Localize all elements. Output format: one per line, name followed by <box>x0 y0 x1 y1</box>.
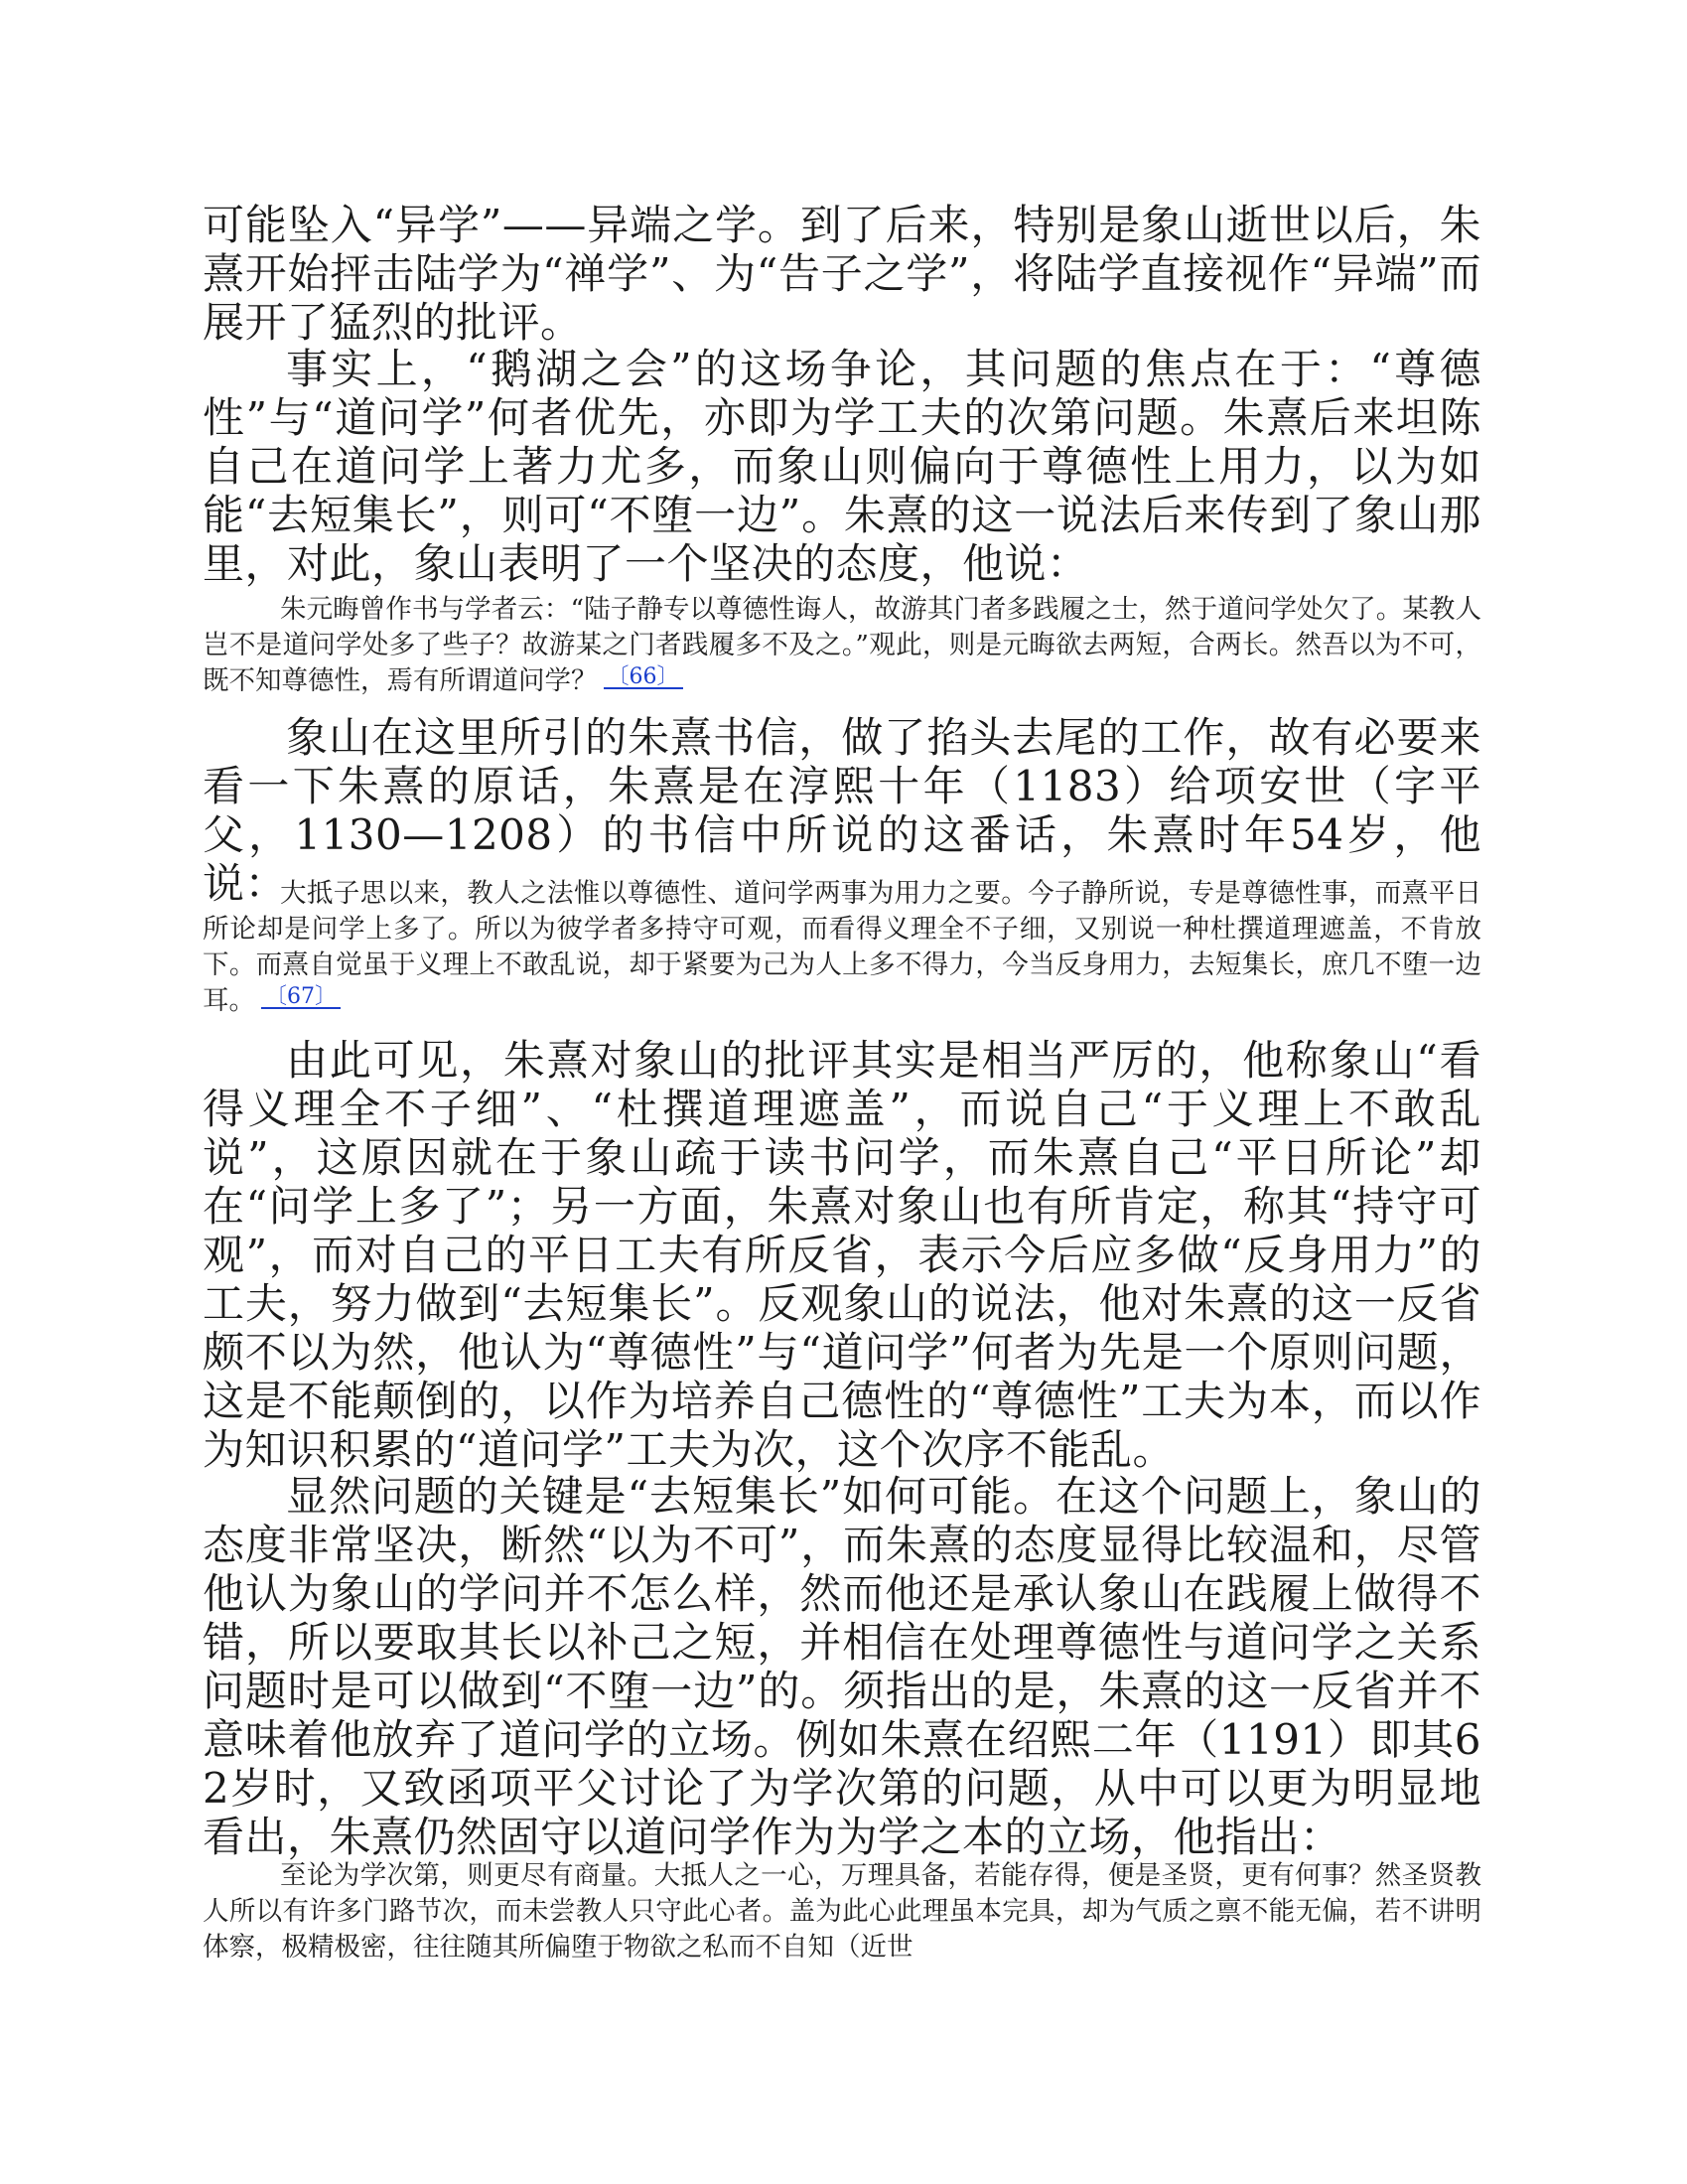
body-paragraph-5: 显然问题的关键是“去短集长”如何可能。在这个问题上，象山的态度非常坚决，断然“以为不可”，而朱熹的态度显得比较温和，尽管他认为象山的学问并不怎么样，然而他还是承认象山在践履上做得不错，所以要取其长以补己之短，并相信在处理尊德性与道问学之关系问题时是可以做到“不堕一边”的。须指出的是，朱熹的这一反省并不意味着他放弃了道问学的立场。例如朱熹在绍熙二年（1191）即其62岁时，又致函项平父讨论了为学次第的问题，从中可以更为明显地看出，朱熹仍然固守以道问学作为为学之本的立场，他指出： <box>203 1472 1481 1861</box>
body-paragraph-1: 可能坠入“异学”——异端之学。到了后来，特别是象山逝世以后，朱熹开始抨击陆学为“禅学”、为“告子之学”，将陆学直接视作“异端”而展开了猛烈的批评。 <box>203 201 1481 347</box>
block-quote-3: 至论为学次第，则更尽有商量。大抵人之一心，万理具备，若能存得，便是圣贤，更有何事？然圣贤教人所以有许多门路节次，而未尝教人只守此心者。盖为此心此理虽本完具，却为气质之禀不能无偏，若不讲明体察，极精极密，往往随其所偏堕于物欲之私而不自知（近世 <box>203 1860 1481 1963</box>
block-quote-1-text: 朱元晦曾作书与学者云：“陆子静专以尊德性诲人，故游其门者多践履之士，然于道问学处欠了。某教人岂不是道问学处多了些子？故游某之门者践履多不及之。”观此，则是元晦欲去两短，合两长。然吾以为不可，既不知尊德性，焉有所谓道问学？ <box>203 594 1481 696</box>
block-quote-2 <box>203 876 1481 1019</box>
body-paragraph-2: 事实上，“鹅湖之会”的这场争论，其问题的焦点在于：“尊德性”与“道问学”何者优先，亦即为学工夫的次第问题。朱熹后来坦陈自己在道问学上著力尤多，而象山则偏向于尊德性上用力，以为如能“去短集长”，则可“不堕一边”。朱熹的这一说法后来传到了象山那里，对此，象山表明了一个坚决的态度，他说： <box>203 345 1481 588</box>
body-paragraph-3: 象山在这里所引的朱熹书信，做了掐头去尾的工作，故有必要来看一下朱熹的原话，朱熹是在淳熙十年（1183）给项安世（字平父，1130—1208）的书信中所说的这番话，朱熹时年54岁，他说： <box>203 713 1481 908</box>
block-quote-1 <box>203 592 1481 699</box>
footnote-link-66[interactable]: 〔66〕 <box>604 667 683 689</box>
footnote-link-67[interactable]: 〔67〕 <box>261 987 341 1009</box>
body-paragraph-4: 由此可见，朱熹对象山的批评其实是相当严厉的，他称象山“看得义理全不子细”、“杜撰道理遮盖”，而说自己“于义理上不敢乱说”，这原因就在于象山疏于读书问学，而朱熹自己“平日所论”却在“问学上多了”；另一方面，朱熹对象山也有所肯定，称其“持守可观”，而对自己的平日工夫有所反省，表示今后应多做“反身用力”的工夫，努力做到“去短集长”。反观象山的说法，他对朱熹的这一反省颇不以为然，他认为“尊德性”与“道问学”何者为先是一个原则问题，这是不能颠倒的，以作为培养自己德性的“尊德性”工夫为本，而以作为知识积累的“道问学”工夫为次，这个次序不能乱。 <box>203 1036 1481 1474</box>
block-quote-2-text: 大抵子思以来，教人之法惟以尊德性、道问学两事为用力之要。今子静所说，专是尊德性事，而熹平日所论却是问学上多了。所以为彼学者多持守可观，而看得义理全不子细，又别说一种杜撰道理遮盖，不肯放下。而熹自觉虽于义理上不敢乱说，却于紧要为己为人上多不得力，今当反身用力，去短集长，庶几不堕一边耳。 <box>203 878 1481 1016</box>
